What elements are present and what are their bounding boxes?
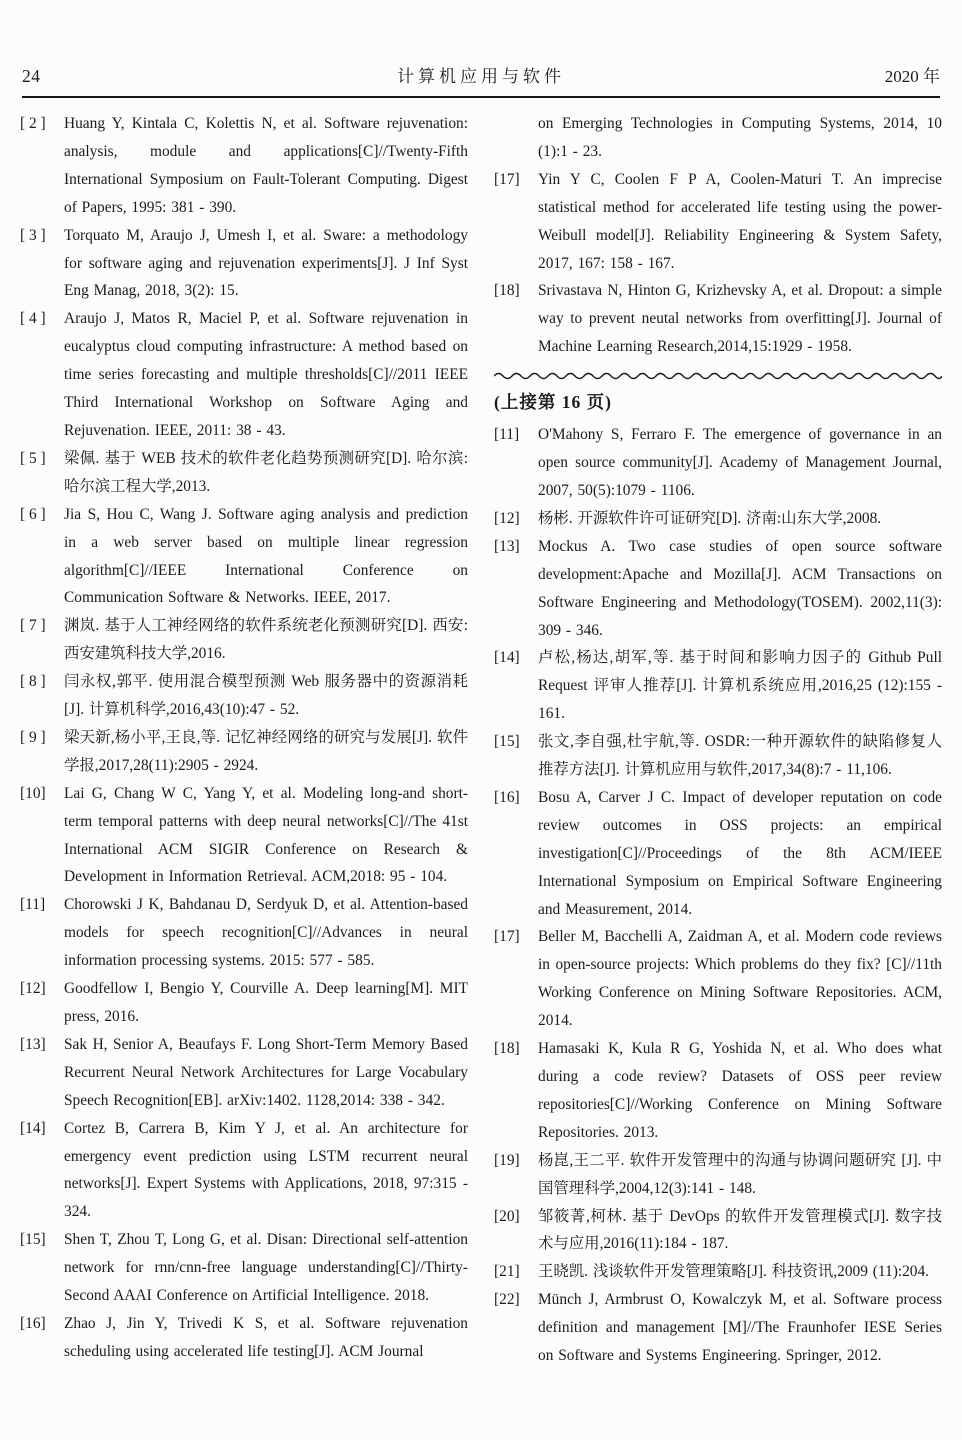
reference-number: [14] <box>494 649 520 667</box>
reference-text: Zhao J, Jin Y, Trivedi K S, et al. Software rejuvenation scheduling using accelerated life testing[J]. ACM Journal <box>64 1314 468 1360</box>
reference-item <box>20 1031 468 1115</box>
reference-number: [ 7 ] <box>20 617 46 635</box>
reference-text: 杨彬. 开源软件许可证研究[D]. 济南:山东大学,2008. <box>538 509 882 527</box>
reference-item <box>494 1147 942 1203</box>
reference-text: 杨崑,王二平. 软件开发管理中的沟通与协调问题研究 [J]. 中国管理科学,2004,12(3):141 - 148. <box>538 1151 942 1197</box>
reference-item <box>494 1258 942 1286</box>
reference-item <box>494 644 942 728</box>
reference-number: [11] <box>20 896 46 914</box>
reference-text: 渊岚. 基于人工神经网络的软件系统老化预测研究[D]. 西安:西安建筑科技大学,2016. <box>64 617 468 663</box>
reference-text: Araujo J, Matos R, Maciel P, et al. Software rejuvenation in eucalyptus cloud computing infrastructure: A method based on time series forecasting and multiple thresholds[C]//2011 IEEE Third International Workshop on Software Aging and Rejuvenation. IEEE, 2011: 38 - 43. <box>64 310 468 439</box>
reference-number <box>494 110 538 166</box>
reference-number: [17] <box>494 170 520 188</box>
reference-text: 梁佩. 基于 WEB 技术的软件老化趋势预测研究[D]. 哈尔滨:哈尔滨工程大学,2013. <box>64 449 468 495</box>
reference-item <box>494 728 942 784</box>
reference-item <box>20 780 468 892</box>
reference-text: Huang Y, Kintala C, Kolettis N, et al. Software rejuvenation: analysis, module and applications[C]//Twenty-Fifth International Symposium on Fault-Tolerant Computing. Digest of Papers, 1995: 381 - 390. <box>64 115 468 216</box>
reference-number: [18] <box>494 282 520 300</box>
page-header <box>22 0 940 98</box>
reference-number: [ 4 ] <box>20 310 46 328</box>
reference-text: Cortez B, Carrera B, Kim Y J, et al. An architecture for emergency event prediction using LSTM recurrent neural networks[J]. Expert Systems with Applications, 2018, 97:315 - 324. <box>64 1119 468 1221</box>
reference-text: Sak H, Senior A, Beaufays F. Long Short-Term Memory Based Recurrent Neural Network Architectures for Large Vocabulary Speech Recognition[EB]. arXiv:1402. 1128,2014: 338 - 342. <box>64 1035 468 1109</box>
left-column <box>20 110 468 1370</box>
reference-number: [13] <box>494 537 520 555</box>
wavy-divider-path <box>494 374 942 379</box>
reference-text: 邹筱菁,柯林. 基于 DevOps 的软件开发管理模式[J]. 数字技术与应用,2016(11):184 - 187. <box>538 1207 942 1253</box>
reference-number: [10] <box>20 784 46 802</box>
reference-item <box>20 1310 468 1366</box>
reference-item <box>20 110 468 222</box>
reference-item <box>20 305 468 445</box>
reference-number: [15] <box>20 1231 46 1249</box>
reference-item <box>494 923 942 1035</box>
reference-number: [22] <box>494 1291 520 1309</box>
page-number: 24 <box>22 66 41 86</box>
reference-item <box>494 1203 942 1259</box>
reference-text: Goodfellow I, Bengio Y, Courville A. Deep learning[M]. MIT press, 2016. <box>64 980 468 1025</box>
journal-title: 计算机应用与软件 <box>397 67 565 86</box>
reference-item <box>20 668 468 724</box>
reference-number: [ 5 ] <box>20 449 46 467</box>
reference-item <box>20 724 468 780</box>
reference-text: Münch J, Armbrust O, Kowalczyk M, et al. Software process definition and management [M]//The Fraunhofer IESE Series on Software and Systems Engineering. Springer, 2012. <box>538 1291 942 1365</box>
reference-number: [16] <box>20 1314 46 1332</box>
reference-text: O'Mahony S, Ferraro F. The emergence of governance in an open source community[J]. Academy of Management Journal, 2007, 50(5):1079 - 1106. <box>538 426 942 499</box>
right-column-top-refs <box>494 110 942 361</box>
reference-text: Jia S, Hou C, Wang J. Software aging analysis and prediction in a web server based on multiple linear regression algorithm[C]//IEEE International Conference on Communication Software & Networks. IEEE, 2017. <box>64 505 468 607</box>
reference-item <box>20 222 468 306</box>
reference-item <box>20 891 468 975</box>
reference-text: Srivastava N, Hinton G, Krizhevsky A, et al. Dropout: a simple way to prevent neutal networks from overfitting[J]. Journal of Machine Learning Research,2014,15:1929 - 1958. <box>538 282 942 356</box>
reference-item <box>20 975 468 1031</box>
reference-text: Beller M, Bacchelli A, Zaidman A, et al. Modern code reviews in open-source projects: Which problems do they fix? [C]//11th Working Conference on Mining Software Repositories. ACM, 2014. <box>538 928 942 1030</box>
reference-text: Yin Y C, Coolen F P A, Coolen-Maturi T. An imprecise statistical method for accelerated life testing using the power-Weibull model[J]. Reliability Engineering & System Safety, 2017, 167: 158 - 167. <box>538 170 942 272</box>
reference-text: Bosu A, Carver J C. Impact of developer reputation on code review outcomes in OSS projects: an empirical investigation[C]//Proceedings of the 8th ACM/IEEE International Symposium on Empirical Software Engineering and Measurement, 2014. <box>538 788 942 918</box>
reference-item <box>494 784 942 924</box>
reference-number: [ 6 ] <box>20 505 46 523</box>
reference-item <box>20 612 468 668</box>
reference-number: [15] <box>494 733 520 751</box>
reference-text: Shen T, Zhou T, Long G, et al. Disan: Directional self-attention network for rnn/cnn-free language understanding[C]//Thirty-Second AAAI Conference on Artificial Intelligence. 2018. <box>64 1231 468 1305</box>
reference-number: [19] <box>494 1151 520 1169</box>
reference-item <box>20 1115 468 1227</box>
reference-number: [14] <box>20 1119 46 1137</box>
reference-number: [18] <box>494 1040 520 1058</box>
reference-text: Mockus A. Two case studies of open source software development:Apache and Mozilla[J]. ACM Transactions on Software Engineering and Methodology(TOSEM). 2002,11(3): 309 - 346. <box>538 537 942 639</box>
reference-text: Torquato M, Araujo J, Umesh I, et al. Sware: a methodology for software aging and rejuvenation experiments[J]. J Inf Syst Eng Manag, 2018, 3(2): 15. <box>64 226 468 300</box>
year-label: 2020 年 <box>884 67 940 86</box>
reference-number: [16] <box>494 788 520 806</box>
reference-number: [12] <box>494 509 520 527</box>
reference-text: 王晓凯. 浅谈软件开发管理策略[J]. 科技资讯,2009 (11):204. <box>538 1263 930 1281</box>
reference-number: [12] <box>20 980 46 998</box>
reference-item <box>494 110 942 166</box>
right-column-continued-refs <box>494 421 942 1370</box>
continued-from-page-note: (上接第 16 页) <box>494 392 612 413</box>
reference-text: 梁天新,杨小平,王良,等. 记忆神经网络的研究与发展[J]. 软件学报,2017,28(11):2905 - 2924. <box>64 728 468 774</box>
reference-text: Hamasaki K, Kula R G, Yoshida N, et al. Who does what during a code review? Datasets of OSS peer review repositories[C]//Working Conference on Mining Software Repositories. 2013. <box>538 1040 942 1141</box>
right-column <box>494 110 942 1370</box>
reference-item <box>494 421 942 505</box>
reference-text: Lai G, Chang W C, Yang Y, et al. Modeling long-and short-term temporal patterns with deep neural networks[C]//The 41st International ACM SIGIR Conference on Research & Development in Information Retrieval. ACM,2018: 95 - 104. <box>64 784 468 886</box>
reference-text: Chorowski J K, Bahdanau D, Serdyuk D, et al. Attention-based models for speech recognition[C]//Advances in neural information processing systems. 2015: 577 - 585. <box>64 896 468 970</box>
reference-number: [21] <box>494 1263 520 1281</box>
two-column-body <box>20 110 942 1370</box>
reference-item <box>494 1286 942 1370</box>
reference-number: [ 9 ] <box>20 728 46 746</box>
reference-number: [ 3 ] <box>20 226 46 244</box>
reference-item <box>494 505 942 533</box>
reference-number: [ 8 ] <box>20 673 46 691</box>
reference-item <box>494 277 942 361</box>
reference-number: [ 2 ] <box>20 115 46 132</box>
reference-item <box>20 445 468 501</box>
reference-number: [11] <box>494 426 520 444</box>
reference-number: [17] <box>494 928 520 946</box>
reference-text: 闫永权,郭平. 使用混合模型预测 Web 服务器中的资源消耗[J]. 计算机科学,2016,43(10):47 - 52. <box>64 673 468 719</box>
reference-text: 卢松,杨达,胡军,等. 基于时间和影响力因子的 Github Pull Request 评审人推荐[J]. 计算机系统应用,2016,25 (12):155 - 161. <box>538 649 942 723</box>
reference-item <box>494 1035 942 1147</box>
reference-item <box>20 501 468 613</box>
reference-item <box>494 533 942 645</box>
reference-text: on Emerging Technologies in Computing Systems, 2014, 10 (1):1 - 23. <box>538 115 942 160</box>
reference-text: 张文,李自强,杜宇航,等. OSDR:一种开源软件的缺陷修复人推荐方法[J]. 计算机应用与软件,2017,34(8):7 - 11,106. <box>538 733 942 779</box>
reference-item <box>20 1226 468 1310</box>
wavy-divider <box>494 370 942 382</box>
reference-number: [13] <box>20 1035 46 1053</box>
reference-number: [20] <box>494 1207 520 1225</box>
reference-item <box>494 166 942 278</box>
